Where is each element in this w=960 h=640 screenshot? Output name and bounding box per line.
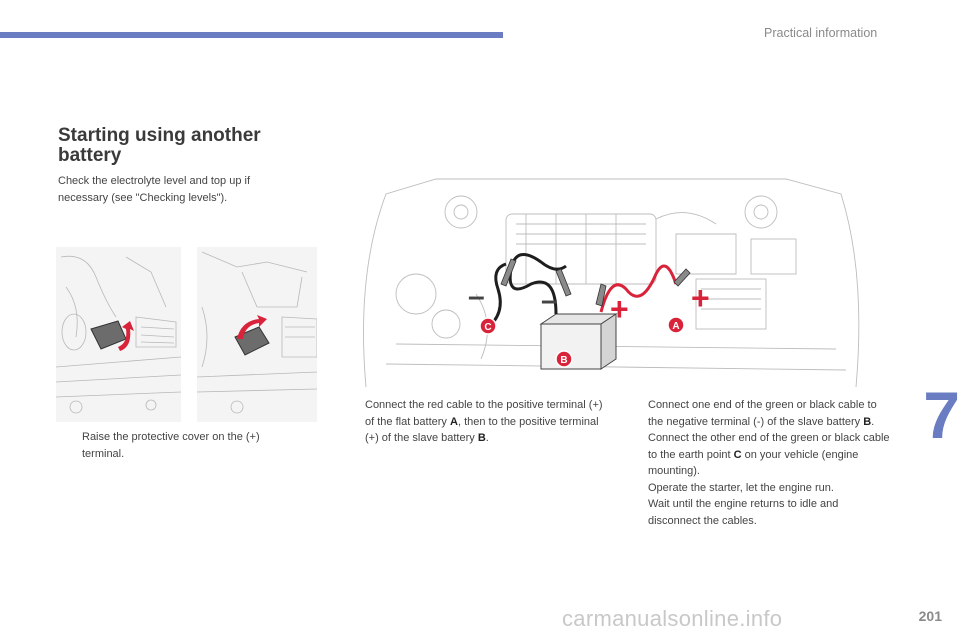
battery-label-a: A <box>450 415 458 428</box>
step-text: Operate the starter, let the engine run. <box>648 481 834 494</box>
list-item <box>624 496 890 529</box>
battery-label-b: B <box>863 415 872 428</box>
steps-middle <box>341 397 607 447</box>
step-text: Connect one end of the green or black cable to the negative terminal (-) of the slave battery <box>648 399 877 428</box>
step-text: Wait until the engine returns to idle and disconnect the cables. <box>648 498 839 527</box>
slave-battery-b <box>541 314 616 369</box>
earth-point-label-c: C <box>733 448 742 461</box>
step-text: , then to the positive terminal (+) of the slave battery <box>365 415 599 444</box>
label-a: A <box>672 321 680 332</box>
cover-raise-photo-1 <box>56 247 181 422</box>
step-text: . <box>871 415 875 428</box>
list-item <box>624 430 890 480</box>
cover-raise-photo-2 <box>197 247 317 422</box>
page-heading: Starting using another battery <box>58 125 261 166</box>
list-item <box>341 397 607 447</box>
step-text: Connect the other end of the green or black cable to the earth point <box>648 432 890 461</box>
label-c: C <box>484 322 492 333</box>
watermark: carmanualsonline.info <box>562 606 783 631</box>
step-text: Raise the protective cover on the (+) terminal. <box>82 431 260 460</box>
battery-label-b: B <box>477 432 486 444</box>
plus-sign-1: + <box>610 291 629 327</box>
page-number: 201 <box>918 608 942 624</box>
list-item <box>58 429 294 462</box>
step-text: Connect the red cable to the positive terminal (+) of the flat battery <box>365 399 603 428</box>
step-text: . <box>485 432 489 444</box>
intro-text: Check the electrolyte level and top up if necessary (see "Checking levels"). <box>58 175 251 204</box>
steps-right <box>624 397 890 529</box>
section-title: Practical information <box>764 26 878 40</box>
minus-sign-2: – <box>541 284 558 317</box>
plus-sign-2: + <box>691 280 710 316</box>
label-b: B <box>560 355 568 366</box>
chapter-number: 7 <box>923 378 960 452</box>
list-item <box>624 397 890 430</box>
header-accent-bar <box>0 32 503 38</box>
engine-bay-diagram <box>356 174 866 387</box>
steps-left <box>58 429 294 462</box>
step-text: on your vehicle (engine mounting). <box>648 448 859 477</box>
minus-sign-1: – <box>468 280 485 313</box>
list-item <box>624 480 890 497</box>
